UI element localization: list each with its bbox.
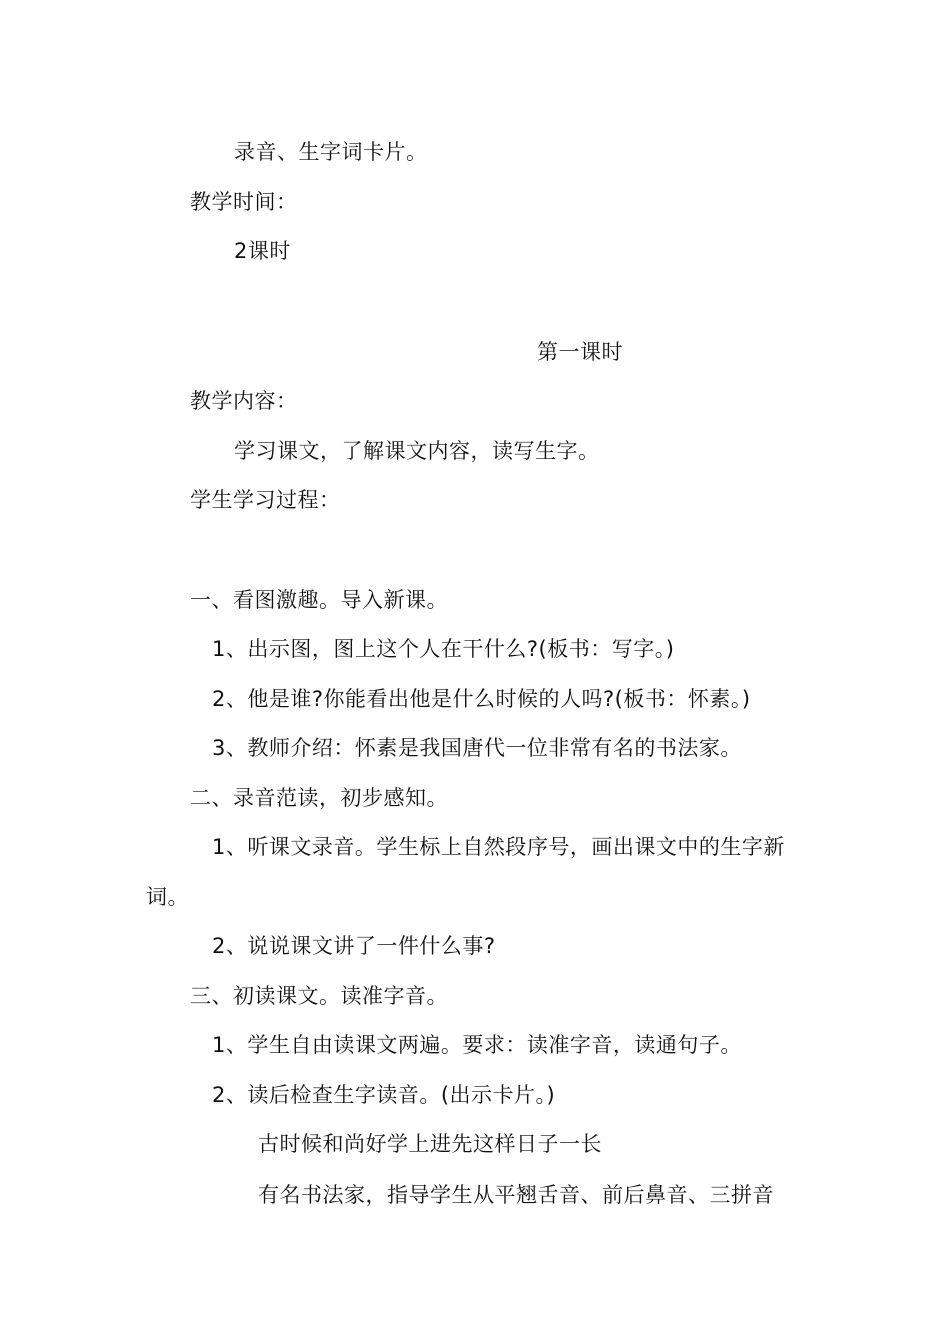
materials-text: 录音、生字词卡片。 xyxy=(234,140,428,164)
section-2-item-2: 2、说说课文讲了一件什么事? xyxy=(212,934,496,958)
lesson-title: 第一课时 xyxy=(537,340,623,364)
section-heading-1: 一、看图激趣。导入新课。 xyxy=(190,588,448,612)
teaching-time-value: 2课时 xyxy=(234,239,291,263)
section-1-item-3: 3、教师介绍：怀素是我国唐代一位非常有名的书法家。 xyxy=(212,736,742,760)
section-heading-3: 三、初读课文。读准字音。 xyxy=(190,984,448,1008)
section-2-item-1: 1、听课文录音。学生标上自然段序号，画出课文中的生字新 xyxy=(212,835,785,859)
section-heading-2: 二、录音范读，初步感知。 xyxy=(190,786,448,810)
vocabulary-words: 古时候和尚好学上进先这样日子一长 xyxy=(258,1132,602,1156)
pronunciation-guidance: 有名书法家，指导学生从平翘舌音、前后鼻音、三拼音 xyxy=(258,1183,774,1207)
learning-process-heading: 学生学习过程： xyxy=(190,488,341,512)
section-3-item-2: 2、读后检查生字读音。(出示卡片。) xyxy=(212,1083,556,1107)
section-2-item-1-continued: 词。 xyxy=(146,885,189,909)
teaching-content-text: 学习课文，了解课文内容，读写生字。 xyxy=(234,439,600,463)
section-1-item-1: 1、出示图，图上这个人在干什么?(板书：写字。) xyxy=(212,637,675,661)
teaching-content-heading: 教学内容： xyxy=(190,389,298,413)
section-3-item-1: 1、学生自由读课文两遍。要求：读准字音，读通句子。 xyxy=(212,1033,742,1057)
teaching-time-heading: 教学时间： xyxy=(190,190,298,214)
section-1-item-2: 2、他是谁?你能看出他是什么时候的人吗?(板书：怀素。) xyxy=(212,687,751,711)
